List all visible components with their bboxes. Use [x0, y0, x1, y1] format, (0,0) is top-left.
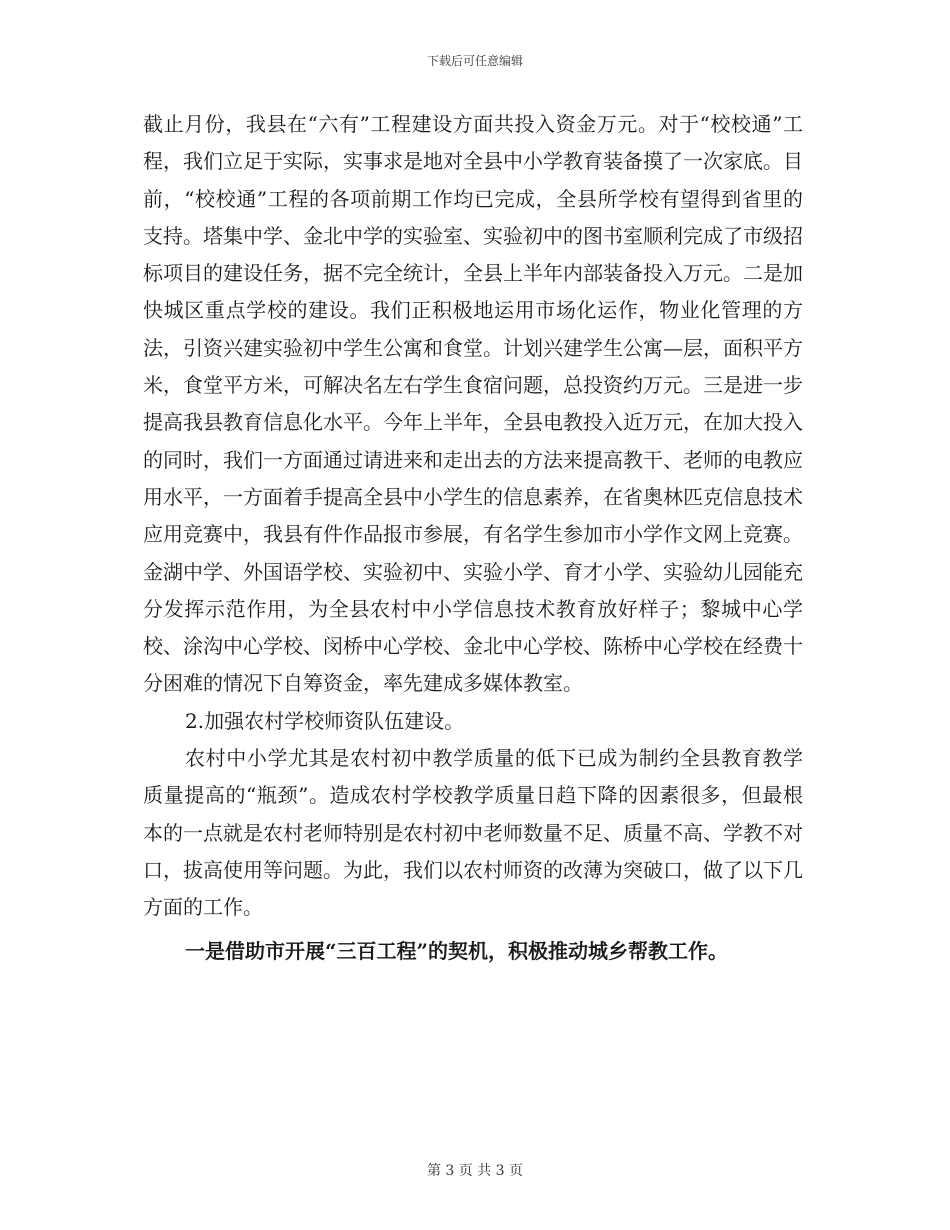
- paragraph-investment-summary: 截止月份，我县在“六有”工程建设方面共投入资金万元。对于“校校通”工程，我们立足于实际，实事求是地对全县中小学教育装备摸了一次家底。目前，“校校通”工程的各项前期工作均已完成，全县所学校有望得到省里的支持。塔集中学、金北中学的实验室、实验初中的图书室顺利完成了市级招标项目的建设任务，据不完全统计，全县上半年内部装备投入万元。二是加快城区重点学校的建设。我们正积极地运用市场化运作，物业化管理的方法，引资兴建实验初中学生公寓和食堂。计划兴建学生公寓—层，面积平方米，食堂平方米，可解决名左右学生食宿问题，总投资约万元。三是进一步提高我县教育信息化水平。今年上半年，全县电教投入近万元，在加大投入的同时，我们一方面通过请进来和走出去的方法来提高教干、老师的电教应用水平，一方面着手提高全县中小学生的信息素养，在省奥林匹克信息技术应用竞赛中，我县有件作品报市参展，有名学生参加市小学作文网上竞赛。金湖中学、外国语学校、实验初中、实验小学、育才小学、实验幼儿园能充分发挥示范作用，为全县农村中小学信息技术教育放好样子；黎城中心学校、涂沟中心学校、闵桥中心学校、金北中心学校、陈桥中心学校在经费十分困难的情况下自筹资金，率先建成多媒体教室。: [143, 112, 803, 696]
- page-header-note: 下载后可任意编辑: [426, 54, 523, 68]
- document-body: [143, 106, 803, 970]
- paragraph-three-hundred-project: 一是借助市开展“三百工程”的契机，积极推动城乡帮教工作。: [185, 938, 729, 963]
- paragraph-rural-teaching-quality: 农村中小学尤其是农村初中教学质量的低下已成为制约全县教育教学质量提高的“瓶颈”。造成农村学校教学质量日趋下降的因素很多，但最根本的一点就是农村老师特别是农村初中老师数量不足、质量不高、学教不对口，拔高使用等问题。为此，我们以农村师资的改薄为突破口，做了以下几方面的工作。: [143, 746, 803, 920]
- section-heading-teacher-staffing: 2.加强农村学校师资队伍建设。: [185, 708, 465, 733]
- page-number-footer: 第 3 页 共 3 页: [426, 1163, 524, 1179]
